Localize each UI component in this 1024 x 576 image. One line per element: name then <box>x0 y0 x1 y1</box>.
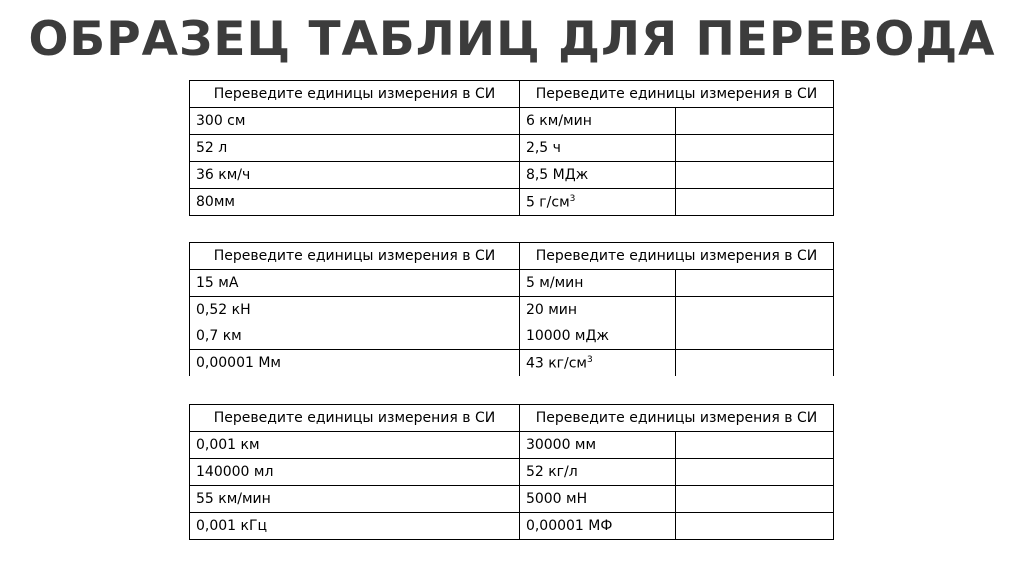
table-cell-right: 8,5 МДж <box>519 162 675 189</box>
table-row <box>190 135 834 162</box>
table-cell-left: 140000 мл <box>190 459 520 486</box>
table-cell-right: 5000 мН <box>519 486 675 513</box>
answer-cell[interactable] <box>675 432 833 459</box>
superscript: 3 <box>587 354 593 365</box>
answer-cell[interactable] <box>675 486 833 513</box>
table-cell-left: 0,52 кН <box>196 302 251 318</box>
table-row <box>190 108 834 135</box>
table-cell-right: 0,00001 МФ <box>519 513 675 540</box>
table-cell-left: 0,00001 Мм <box>196 355 281 371</box>
column-header-left: Переведите единицы измерения в СИ <box>190 243 520 270</box>
table-cell-right: 10000 мДж <box>519 323 675 350</box>
unit-text: 5 г/см <box>525 194 570 211</box>
answer-cell[interactable] <box>675 459 833 486</box>
table-cell-left: 0,001 кГц <box>190 513 520 540</box>
page-title: ОБРАЗЕЦ ТАБЛИЦ ДЛЯ ПЕРЕВОДА <box>28 12 996 67</box>
table-cell-right: 30000 мм <box>519 432 675 459</box>
answer-cell[interactable] <box>675 513 833 540</box>
table-header-row <box>190 81 834 108</box>
answer-cell[interactable] <box>675 108 833 135</box>
column-header-right: Переведите единицы измерения в СИ <box>519 81 833 108</box>
table-cell-left: 0,7 км <box>190 323 520 350</box>
table-cell-left: 0,001 км <box>190 432 520 459</box>
table-cell-left: 52 л <box>190 135 520 162</box>
table-cell-right: 2,5 ч <box>519 135 675 162</box>
unit-text: 43 кг/см <box>525 355 587 372</box>
table-cell-right: 6 км/мин <box>519 108 675 135</box>
conversion-table-2 <box>189 242 834 376</box>
table-cell-right <box>519 350 675 377</box>
table-cell-left: 15 мА <box>190 270 520 297</box>
table-row <box>190 323 834 350</box>
table-cell-right: 5 м/мин <box>519 270 675 297</box>
table-cell-left: 300 см <box>190 108 520 135</box>
answer-cell[interactable] <box>675 189 833 216</box>
table-cell-left: 36 км/ч <box>190 162 520 189</box>
table-cell-right: 20 мин <box>519 297 675 324</box>
answer-cell[interactable] <box>675 297 833 324</box>
answer-cell[interactable] <box>675 270 833 297</box>
table-cell-left: 55 км/мин <box>190 486 520 513</box>
answer-cell[interactable] <box>675 323 833 350</box>
table-row <box>190 432 834 459</box>
table-cell-left: 80мм <box>190 189 520 216</box>
column-header-right: Переведите единицы измерения в СИ <box>519 405 833 432</box>
table-row <box>190 270 834 297</box>
table-cell-right <box>519 189 675 216</box>
table-header-row <box>190 405 834 432</box>
table-cell-right: 52 кг/л <box>519 459 675 486</box>
answer-cell[interactable] <box>675 135 833 162</box>
column-header-left: Переведите единицы измерения в СИ <box>190 405 520 432</box>
column-header-right: Переведите единицы измерения в СИ <box>519 243 833 270</box>
table-row <box>190 350 834 377</box>
table-row <box>190 513 834 540</box>
table-row <box>190 486 834 513</box>
table-header-row <box>190 243 834 270</box>
answer-cell[interactable] <box>675 350 833 377</box>
table-row <box>190 162 834 189</box>
table-row <box>190 459 834 486</box>
table-row <box>190 189 834 216</box>
table-row <box>190 297 834 324</box>
column-header-left: Переведите единицы измерения в СИ <box>190 81 520 108</box>
superscript: 3 <box>569 193 576 204</box>
conversion-table-1 <box>189 80 834 216</box>
conversion-table-3 <box>189 404 834 540</box>
answer-cell[interactable] <box>675 162 833 189</box>
